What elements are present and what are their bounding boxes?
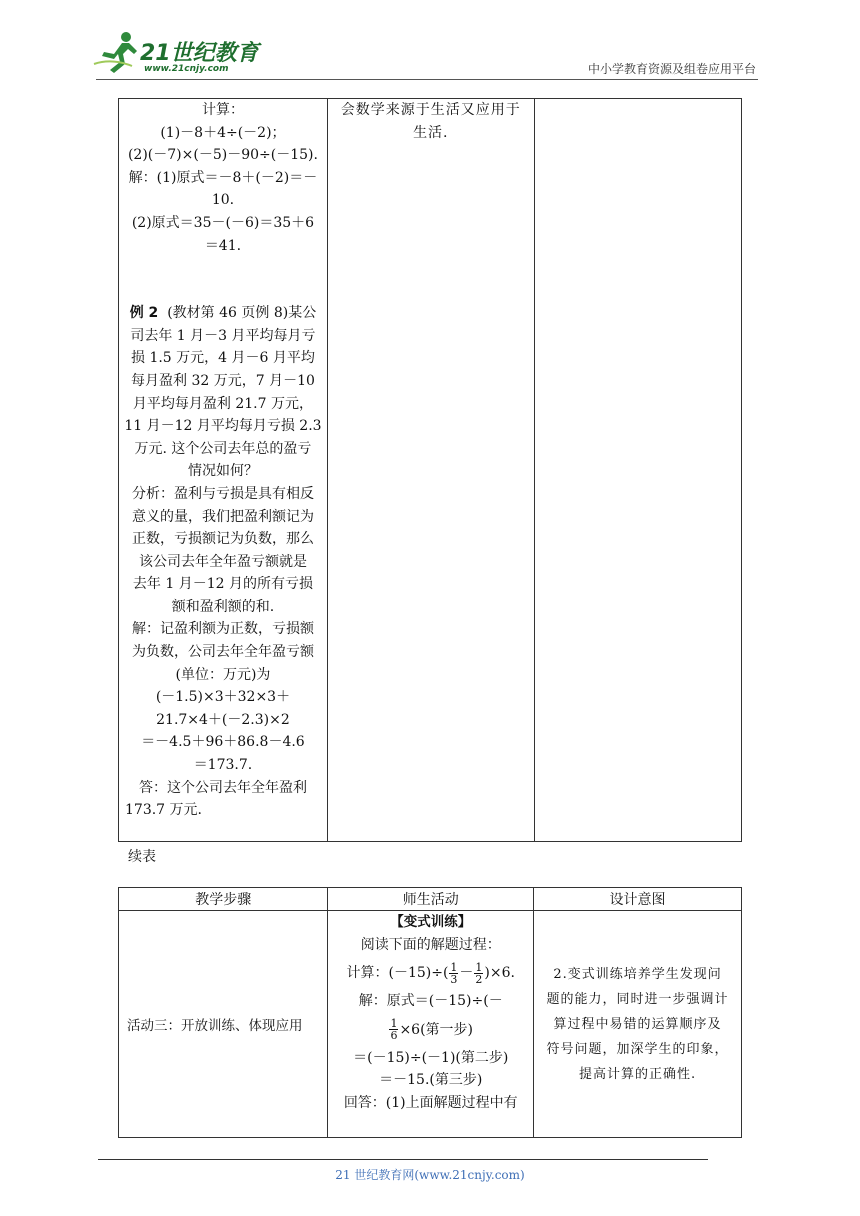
text-line: 173.7 万元. (125, 802, 202, 819)
text-line: 损 1.5 万元，4 月－6 月平均 (131, 350, 315, 367)
lesson-table-part1 (118, 98, 742, 842)
text-line: ＝－15.(第三步) (379, 1072, 483, 1089)
table-row (119, 911, 742, 1138)
text-line: (单位：万元)为 (175, 666, 271, 683)
site-logo (92, 30, 262, 80)
column-header-step: 教学步骤 (119, 888, 328, 911)
text-line: 题的能力，同时进一步强调计 (546, 991, 729, 1007)
text-line: (2)(－7)×(－5)－90÷(－15). (127, 147, 318, 164)
runner-logo-icon (92, 30, 142, 74)
text-line: 阅读下面的解题过程： (360, 936, 501, 953)
text-line: ＝41. (204, 237, 242, 254)
column-header-activity: 师生活动 (328, 888, 534, 911)
text-line: 回答：(1)上面解题过程中有 (343, 1094, 518, 1111)
lesson-table-part2 (118, 887, 742, 1138)
minus-sign: － (459, 965, 474, 982)
student-activity-cell (119, 99, 328, 842)
text-line: 提高计算的正确性. (578, 1066, 697, 1082)
text-line: 21.7×4＋(－2.3)×2 (156, 711, 290, 728)
text-line: 答：这个公司去年全年盈利 (138, 779, 307, 796)
text-line: 符号问题，加深学生的印象， (546, 1041, 729, 1057)
footer-text: 21 世纪教育网(www.21cnjy.com) (335, 1168, 525, 1182)
text-line: 司去年 1 月－3 月平均每月亏 (130, 327, 316, 344)
text-line: 分析：盈利与亏损是具有相反 (131, 485, 314, 502)
solution-step-1 (328, 1013, 533, 1047)
text-line: 万元. 这个公司去年总的盈亏 (134, 440, 312, 457)
site-name: 中小学教育资源及组卷应用平台 (587, 62, 756, 76)
fraction-denominator: 3 (450, 972, 458, 986)
text-line: 解：记盈利额为正数，亏损额 (131, 621, 314, 638)
text-line: 11 月－12 月平均每月亏损 2.3 (124, 418, 322, 435)
table-row (119, 99, 742, 842)
logo-wordmark: 21世纪教育 (140, 41, 259, 66)
text-line: 额和盈利额的和. (171, 598, 275, 615)
text-line: 10. (211, 192, 235, 209)
text-line: 为负数，公司去年全年盈亏额 (131, 644, 314, 661)
logo-url: www.21cnjy.com (144, 64, 229, 74)
fraction-denominator: 2 (475, 972, 483, 986)
spacer (119, 257, 327, 302)
fraction-numerator: 1 (475, 960, 483, 974)
example-label: 例 2 (129, 305, 159, 322)
page-header (0, 0, 860, 80)
text-line: 每月盈利 32 万元，7 月－10 (131, 372, 315, 389)
text-line: 该公司去年全年盈亏额就是 (138, 553, 307, 570)
fraction-denominator: 6 (390, 1029, 398, 1043)
fraction (389, 1018, 398, 1041)
example-heading (119, 302, 327, 325)
text-line: (－1.5)×3＋32×3＋ (155, 689, 291, 706)
teacher-activity-cell (327, 99, 534, 842)
teaching-step-cell: 活动三：开放训练、体现应用 (119, 911, 328, 1138)
design-intent-cell (534, 99, 741, 842)
text-line: ＝(－15)÷(－1)(第二步) (353, 1049, 509, 1066)
fraction-numerator: 1 (450, 960, 458, 974)
text-line: ＝173.7. (193, 757, 253, 774)
text-line: (1)－8＋4÷(－2)； (160, 124, 286, 141)
text-line: 算过程中易错的运算顺序及 (553, 1016, 722, 1032)
text-line: 情况如何？ (187, 463, 258, 480)
text-line: 去年 1 月－12 月的所有亏损 (132, 576, 313, 593)
text-line: 正数，亏损额记为负数，那么 (131, 531, 314, 548)
fraction-numerator: 1 (390, 1017, 398, 1031)
text-line: (教材第 46 页例 8)某公 (167, 305, 317, 322)
teacher-student-activity-cell (328, 911, 534, 1138)
fraction (449, 962, 458, 985)
text-line: 解：(1)原式＝－8＋(－2)＝－ (128, 169, 318, 186)
text-line: 2.变式训练培养学生发现问 (553, 966, 722, 982)
footer-divider (98, 1159, 708, 1160)
fraction (474, 962, 483, 985)
table-header-row (119, 888, 742, 911)
text-fragment: ×6(第一步) (399, 1021, 474, 1038)
text-line: ＝－4.5＋96＋86.8－4.6 (141, 734, 305, 751)
calc-expression (328, 956, 533, 990)
text-line: (2)原式＝35－(－6)＝35＋6 (131, 214, 315, 231)
text-line: 解：原式＝(－15)÷(－ (358, 993, 503, 1010)
text-line: 会数学来源于生活又应用于 (340, 102, 521, 118)
text-line: 月平均每月盈利 21.7 万元， (132, 395, 313, 412)
continued-label: 续表 (128, 849, 156, 865)
text-line: 计算： (201, 102, 244, 118)
text-fragment: )×6. (484, 965, 515, 982)
column-header-intent: 设计意图 (534, 888, 742, 911)
header-divider (96, 79, 758, 80)
text-line: 意义的量，我们把盈利额记为 (131, 508, 314, 525)
text-line: 生活. (413, 124, 449, 141)
text-fragment: 计算：(－15)÷( (346, 965, 449, 982)
variant-training-title: 【变式训练】 (390, 914, 472, 930)
design-intent-cell (534, 911, 742, 1138)
